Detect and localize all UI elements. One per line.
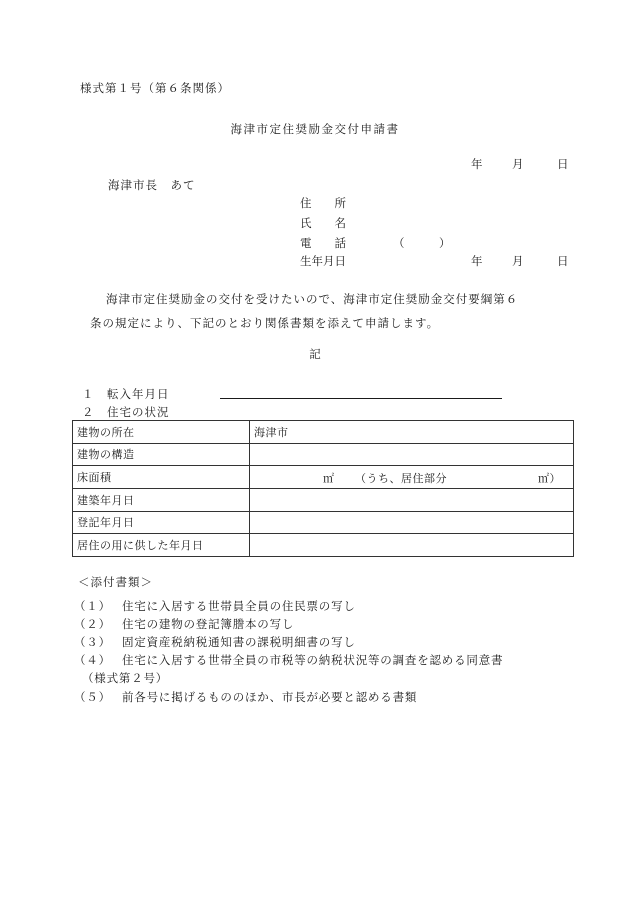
attachment-text: 前各号に掲げるもののほか、市長が必要と認める書類 bbox=[122, 690, 418, 704]
table-value-built-date[interactable] bbox=[250, 488, 574, 511]
attachment-text: 住宅に入居する世帯全員の市税等の納税状況等の調査を認める同意書 bbox=[122, 653, 504, 667]
birth-day-label: 日 bbox=[557, 254, 569, 268]
attachments-heading: ＜添付書類＞ bbox=[78, 575, 153, 589]
attachment-number: （２） bbox=[74, 617, 111, 631]
document-title: 海津市定住奨励金交付申請書 bbox=[230, 122, 400, 136]
table-row bbox=[73, 511, 574, 534]
housing-table bbox=[72, 420, 574, 557]
table-row bbox=[73, 488, 574, 511]
birth-month-label: 月 bbox=[512, 254, 524, 268]
table-value-location[interactable]: 海津市 bbox=[250, 421, 574, 444]
table-label: 登記年月日 bbox=[73, 511, 250, 534]
attachment-text: 住宅に入居する世帯員全員の住民票の写し bbox=[122, 599, 356, 613]
attachment-number: （５） bbox=[74, 690, 111, 704]
form-number: 様式第１号（第６条関係） bbox=[80, 81, 230, 95]
table-label: 居住の用に供した年月日 bbox=[73, 534, 250, 557]
attachment-item bbox=[74, 598, 594, 614]
attachment-text: （様式第２号） bbox=[82, 671, 169, 685]
attachment-number: （３） bbox=[74, 635, 111, 649]
table-row bbox=[73, 443, 574, 466]
date-year-label: 年 bbox=[471, 157, 483, 171]
date-day-label: 日 bbox=[557, 157, 569, 171]
attachment-number: （１） bbox=[74, 599, 111, 613]
phone-label: 電 話 bbox=[300, 236, 346, 250]
table-label: 建物の構造 bbox=[73, 443, 250, 466]
attachment-text: 固定資産税納税通知書の課税明細書の写し bbox=[122, 635, 356, 649]
move-in-date-label: １ 転入年月日 bbox=[82, 387, 170, 401]
attachment-item bbox=[74, 634, 594, 650]
table-value-structure[interactable] bbox=[250, 443, 574, 466]
table-value-residence-date[interactable] bbox=[250, 534, 574, 557]
table-label: 建築年月日 bbox=[73, 488, 250, 511]
attachment-item bbox=[74, 689, 594, 705]
phone-value: （ ） bbox=[393, 236, 451, 250]
addressee: 海津市長 あて bbox=[108, 178, 196, 192]
area-unit-residential: ㎡） bbox=[538, 472, 561, 486]
table-label: 床面積 bbox=[73, 466, 250, 489]
housing-status-label: ２ 住宅の状況 bbox=[82, 405, 170, 419]
date-month-label: 月 bbox=[512, 157, 524, 171]
request-statement bbox=[84, 287, 584, 335]
area-unit: ㎡ bbox=[323, 472, 335, 486]
move-in-date-underline bbox=[220, 398, 502, 399]
name-label: 氏 名 bbox=[300, 216, 346, 230]
ki-heading: 記 bbox=[309, 347, 321, 361]
table-row bbox=[73, 421, 574, 444]
attachment-item bbox=[74, 652, 594, 668]
attachment-item bbox=[74, 616, 594, 632]
table-label: 建物の所在 bbox=[73, 421, 250, 444]
attachment-item bbox=[74, 670, 594, 686]
birthdate-label: 生年月日 bbox=[300, 254, 346, 268]
request-line-1: 海津市定住奨励金の交付を受けたいので、海津市定住奨励金交付要綱第６ bbox=[106, 292, 519, 306]
address-label: 住 所 bbox=[300, 196, 346, 210]
area-residential-label: （うち、居住部分 bbox=[355, 472, 447, 486]
table-row bbox=[73, 534, 574, 557]
table-row bbox=[73, 466, 574, 489]
birth-year-label: 年 bbox=[471, 254, 483, 268]
request-line-2: 条の規定により、下記のとおり関係書類を添えて申請します。 bbox=[90, 316, 440, 330]
attachment-number: （４） bbox=[74, 653, 111, 667]
table-value-registered-date[interactable] bbox=[250, 511, 574, 534]
attachment-text: 住宅の建物の登記簿謄本の写し bbox=[122, 617, 295, 631]
table-value-floor-area[interactable] bbox=[250, 466, 574, 489]
